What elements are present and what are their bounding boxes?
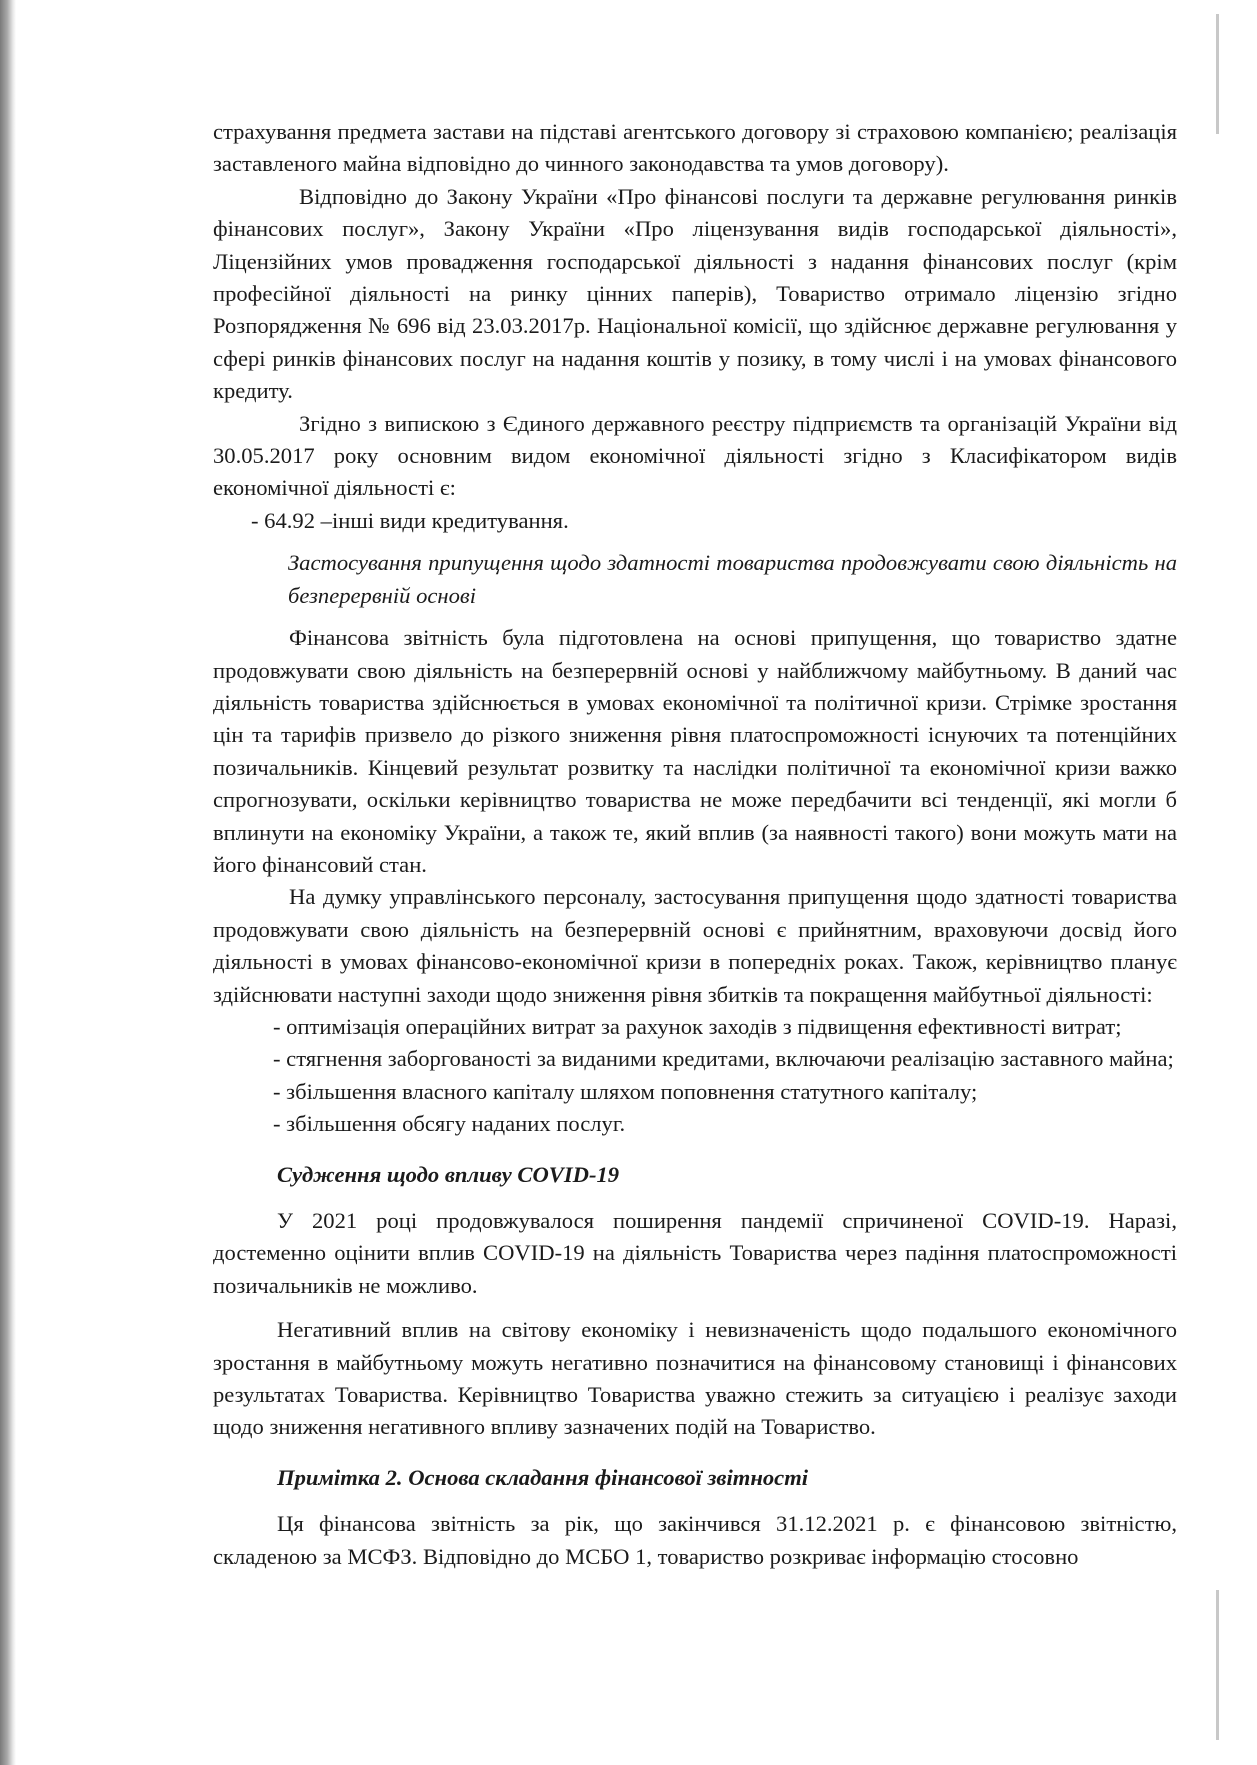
heading-going-concern: Застосування припущення щодо здатності товариства продовжувати свою діяльність на безперервній основі: [288, 550, 1177, 608]
paragraph-going-concern: Фінансова звітність була підготовлена на основі припущення, що товариство здатне продовжувати свою діяльність на безперервній основі у найближчому майбутньому. В даний час діяльність товариства здійснюється в умовах економічної та політичної кризи. Стрімке зростання цін та тарифів призвело до різкого зниження рівня платоспроможності існуючих та потенційних позичальників. Кінцевий результат розвитку та наслідки політичної та економічної кризи важко спрогнозувати, оскільки керівництво товариства не може передбачити всі тенденції, які могли б вплинути на економіку України, а також те, який вплив (за наявності такого) вони можуть мати на його фінансовий стан.: [213, 625, 1177, 877]
scan-edge-right-top: [1216, 14, 1219, 134]
paragraph-registry-extract: Згідно з випискою з Єдиного державного реєстру підприємств та організацій України від 30.05.2017 року основним видом економічної діяльності згідно з Класифікатором видів економічної діяльності є:: [213, 410, 1177, 501]
heading-note-2: Примітка 2. Основа складання фінансової звітності: [277, 1464, 809, 1490]
heading-covid: Судження щодо впливу COVID-19: [277, 1161, 620, 1187]
paragraph-basis-of-preparation: Ця фінансова звітність за рік, що закінчився 31.12.2021 р. є фінансовою звітністю, складеною за МСФЗ. Відповідно до МСБО 1, товариство розкриває інформацію стосовно: [213, 1511, 1177, 1569]
paragraph-covid-impact: Негативний вплив на світову економіку і невизначеність щодо подальшого економічного зростання в майбутньому можуть негативно позначитися на фінансовому становищі і фінансових результатах Товариства. Керівництво Товариства уважно стежить за ситуацією і реалізує заходи щодо зниження негативного впливу зазначених подій на Товариство.: [213, 1317, 1177, 1440]
paragraph-covid-pandemic: У 2021 році продовжувалося поширення пандемії спричиненої COVID-19. Наразі, достеменно оцінити вплив COVID-19 на діяльність Товариства через падіння платоспроможності позичальників не можливо.: [213, 1208, 1177, 1298]
list-item-capital-increase: - збільшення власного капіталу шляхом поповнення статутного капіталу;: [273, 1078, 978, 1104]
list-item-services-volume: - збільшення обсягу наданих послуг.: [273, 1111, 626, 1137]
list-item-cost-optimization: - оптимізація операційних витрат за рахунок заходів з підвищення ефективності витрат;: [273, 1013, 1122, 1039]
bullet-kved: - 64.92 –інші види кредитування.: [251, 507, 569, 533]
scan-edge-right-bottom: [1216, 1590, 1219, 1740]
scan-shadow-left: [0, 0, 16, 1765]
list-item-debt-collection: - стягнення заборгованості за виданими кредитами, включаючи реалізацію заставного майна;: [273, 1046, 1174, 1072]
paragraph-license: Відповідно до Закону України «Про фінансові послуги та державне регулювання ринків фінансових послуг», Закону України «Про ліцензування видів господарської діяльності», Ліцензійних умов провадження господарської діяльності з надання фінансових послуг (крім професійної діяльності на ринку цінних паперів), Товариство отримало ліцензію згідно Розпорядження № 696 від 23.03.2017р. Національної комісії, що здійснює державне регулювання у сфері ринків фінансових послуг на надання коштів у позику, в тому числі і на умовах фінансового кредиту.: [213, 183, 1177, 404]
paragraph-collateral-insurance: страхування предмета застави на підставі агентського договору зі страховою компанією; реалізація заставленого майна відповідно до чинного законодавства та умов договору).: [213, 119, 1177, 177]
paragraph-management-opinion: На думку управлінського персоналу, застосування припущення щодо здатності товариства продовжувати свою діяльність на безперервній основі є прийнятним, враховуючи досвід його діяльності в умовах фінансово-економічної кризи в попередніх роках. Також, керівництво планує здійснювати наступні заходи щодо зниження рівня збитків та покращення майбутньої діяльності:: [213, 884, 1177, 1007]
document-page: [213, 116, 1177, 1573]
